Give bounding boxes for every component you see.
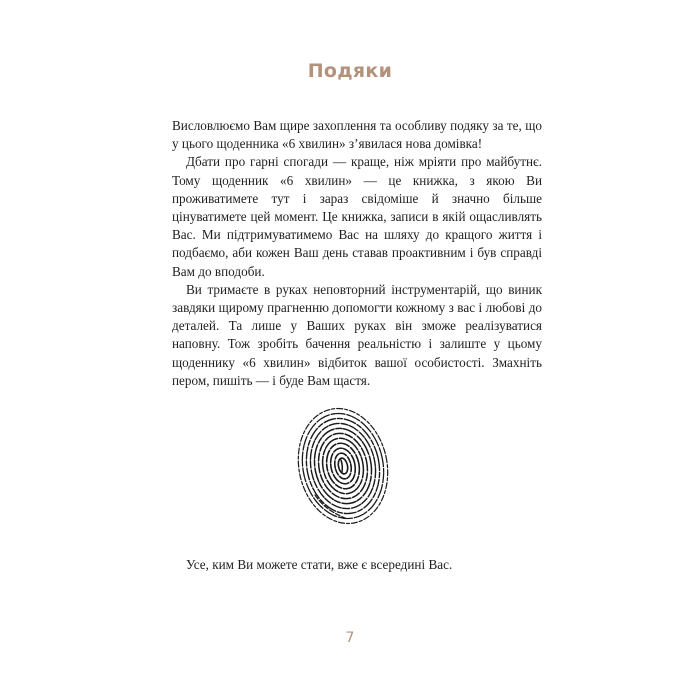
page-number: 7	[345, 630, 355, 646]
acknowledgements-text	[172, 117, 542, 390]
page-title: Подяки	[307, 60, 393, 82]
paragraph-3: Ви тримаєте в руках неповторний інструментарій, що виник завдяки щирому прагненню допомогти кожному з вас і любові до деталей. Та лише у Ваших руках він зможе реалізуватися наповну. Тож зробіть бачення реальністю і залиште у цьому щоденнику «6 хвилин» відбиток вашої особистості. Змахніть пером, пишіть — і буде Вам щастя.	[172, 281, 542, 388]
closing-quote: Усе, ким Ви можете стати, вже є всередині Вас.	[186, 557, 453, 572]
paragraph-1: Висловлюємо Вам щире захоплення та особливу подяку за те, що у цього щоденника «6 хвилин» з’явилася нова домівка!	[172, 118, 542, 152]
paragraph-2: Дбати про гарні спогади — краще, ніж мріяти про майбутнє. Тому щоденник «6 хвилин» — це книжка, з якою Ви проживатимете тут і зараз свідоміше й значно більше цінуватимете цей момент. Це книжка, записи в якій ощасливлять Вас. Ми підтримуватимемо Вас на шляху до кращого життя і подбаємо, аби кожен Ваш день ставав проактивним і був справді Вам до вподоби.	[172, 154, 542, 279]
fingerprint-icon	[295, 400, 391, 525]
